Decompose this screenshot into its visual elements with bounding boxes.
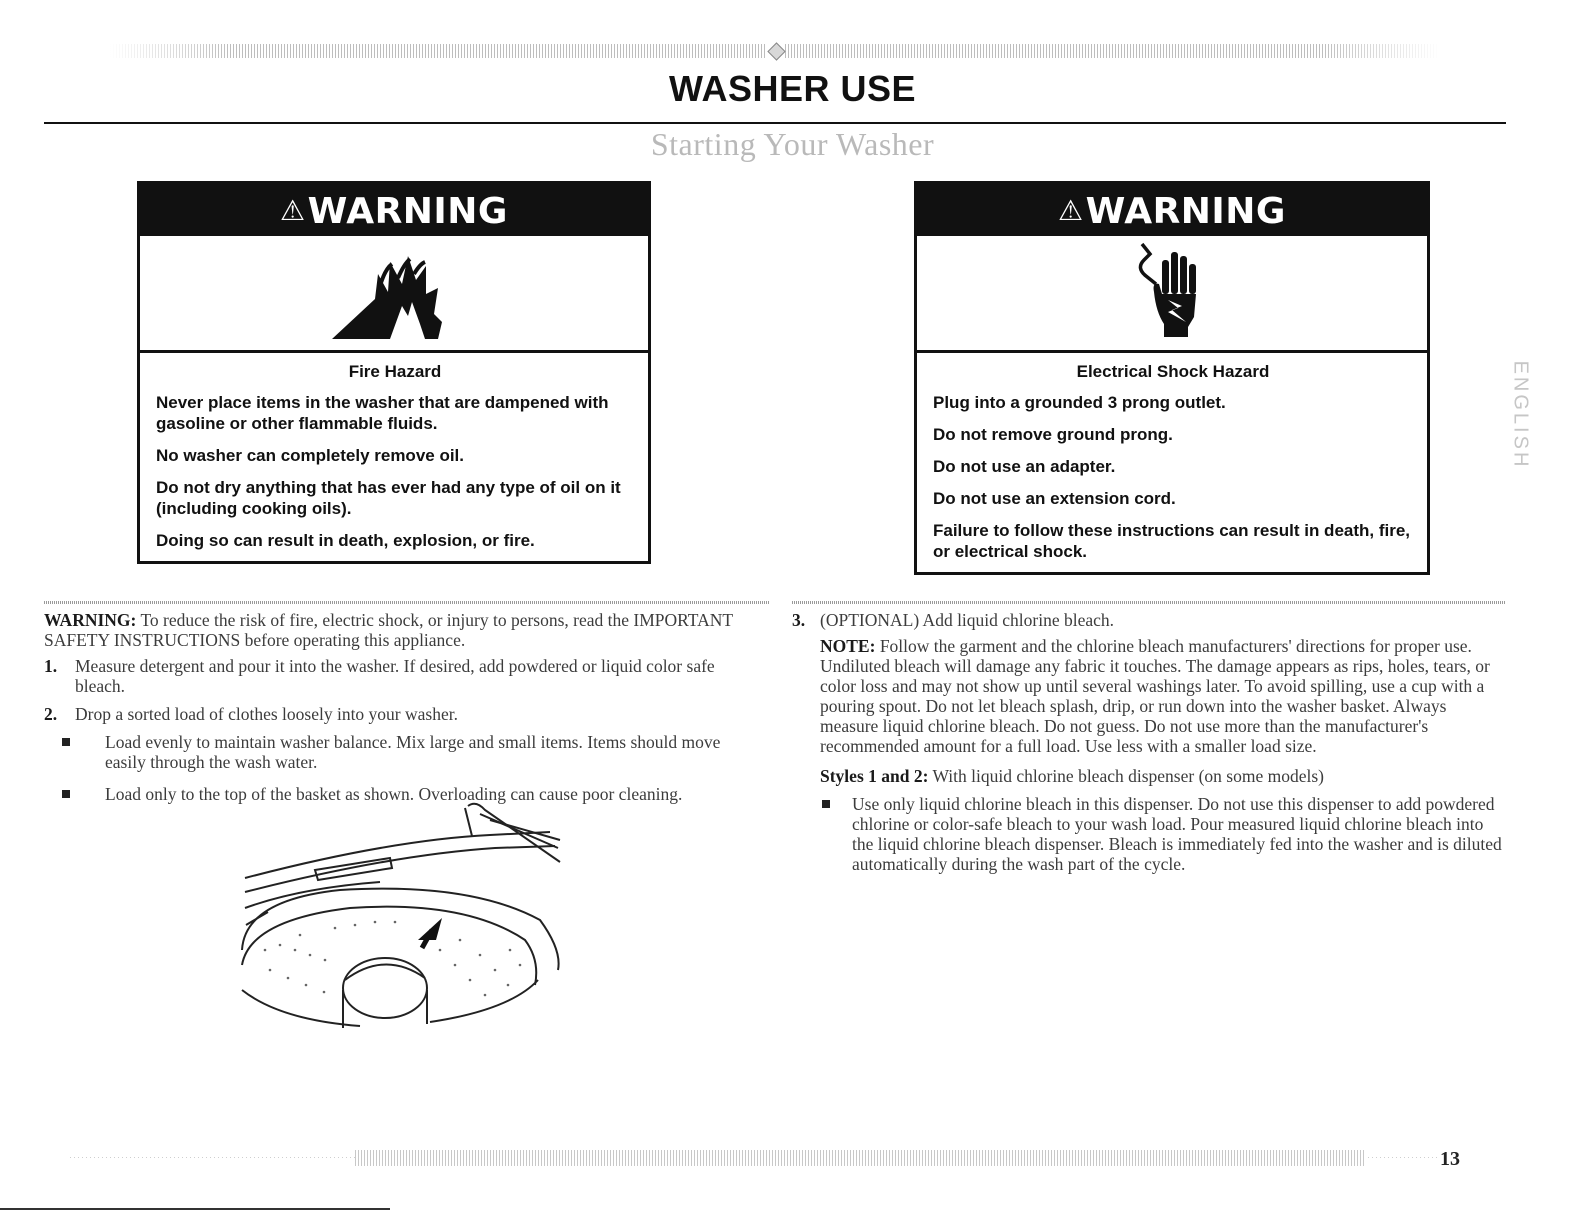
note-paragraph xyxy=(820,636,1506,756)
top-band-fade-right xyxy=(1320,44,1440,58)
bullet-text: Load only to the top of the basket as shown. Overloading can cause poor cleaning. xyxy=(105,784,683,804)
electrical-shock-hazard-icon xyxy=(1132,242,1212,342)
bullet-square-icon xyxy=(822,800,830,808)
bullet-text: Use only liquid chlorine bleach in this dispenser. Do not use this dispenser to add powdered chlorine or color-safe bleach to your wash load. Pour measured liquid chlorine bleach into the liquid chlorine bleach dispenser. Bleach is immediately fed into the washer and is diluted automatically during the wash part of the cycle. xyxy=(852,794,1502,874)
styles-text: With liquid chlorine bleach dispenser (on some models) xyxy=(932,766,1324,786)
left-column-rule xyxy=(44,601,770,604)
warning-line: Do not remove ground prong. xyxy=(933,425,1173,444)
step-text: Drop a sorted load of clothes loosely into your washer. xyxy=(75,704,458,724)
warning-label: WARNING xyxy=(307,191,508,232)
hazard-title: Electrical Shock Hazard xyxy=(1076,362,1270,381)
warning-line: No washer can completely remove oil. xyxy=(156,446,465,465)
right-column-rule xyxy=(792,601,1506,604)
section-subtitle: Starting Your Washer xyxy=(650,126,935,162)
bullet-text: Load evenly to maintain washer balance. Mix large and small items. Items should move easily through the wash water. xyxy=(105,732,721,772)
warning-triangle-icon: ⚠ xyxy=(1058,194,1084,227)
warning-label: WARNING: xyxy=(44,610,137,630)
warning-line: Do not use an extension cord. xyxy=(933,489,1176,508)
step-number: 1. xyxy=(44,656,58,676)
fire-hazard-icon xyxy=(330,244,450,342)
warning-line: Doing so can result in death, explosion, or fire. xyxy=(156,531,535,550)
page-title: WASHER USE xyxy=(668,68,917,109)
warning-line: Never place items in the washer that are dampened with gasoline or other flammable fluids. xyxy=(156,393,609,433)
bullet-square-icon xyxy=(62,738,70,746)
shock-warning-text xyxy=(933,361,1413,573)
footer-decorative-band xyxy=(355,1150,1365,1166)
step-3 xyxy=(792,610,1506,630)
warning-line: Do not dry anything that has ever had any type of oil on it (including cooking oils). xyxy=(156,478,621,518)
language-side-tab xyxy=(1495,345,1545,485)
page-number: 13 xyxy=(1440,1148,1460,1170)
bullet-square-icon xyxy=(62,790,70,798)
warning-header xyxy=(917,184,1427,236)
warning-label: WARNING xyxy=(1085,191,1286,232)
warning-line: Failure to follow these instructions can result in death, fire, or electrical shock. xyxy=(933,521,1411,561)
title-rule xyxy=(44,122,1506,124)
styles-label: Styles 1 and 2: xyxy=(820,766,929,786)
warning-line: Do not use an adapter. xyxy=(933,457,1116,476)
bullet-item xyxy=(44,732,754,772)
bullet-item xyxy=(820,794,1506,874)
step-number: 2. xyxy=(44,704,58,724)
step-text: Measure detergent and pour it into the washer. If desired, add powdered or liquid color safe bleach. xyxy=(75,656,715,696)
diamond-ornament-icon xyxy=(767,42,785,60)
safety-warning-paragraph xyxy=(44,610,754,650)
step-1 xyxy=(44,656,754,696)
step-number: 3. xyxy=(792,610,806,630)
step-text: (OPTIONAL) Add liquid chlorine bleach. xyxy=(820,610,1115,630)
warning-triangle-icon: ⚠ xyxy=(280,194,306,227)
note-label: NOTE: xyxy=(820,636,876,656)
footer-dots-right xyxy=(1368,1157,1438,1158)
hazard-icon-panel xyxy=(917,236,1427,353)
top-band-fade-left xyxy=(110,44,230,58)
fire-warning-box xyxy=(137,181,651,564)
left-column xyxy=(44,610,754,804)
washer-basket-illustration xyxy=(240,800,570,1030)
right-column xyxy=(792,610,1506,874)
warning-line: Plug into a grounded 3 prong outlet. xyxy=(933,393,1226,412)
bottom-rule xyxy=(0,1208,390,1210)
footer-dots-left xyxy=(70,1157,360,1158)
step-2 xyxy=(44,704,754,724)
warning-text: To reduce the risk of fire, electric shock, or injury to persons, read the IMPORTANT SAFETY INSTRUCTIONS before operating this appliance. xyxy=(44,610,733,650)
language-label: ENGLISH xyxy=(1509,360,1532,470)
fire-warning-text xyxy=(156,361,634,562)
warning-header xyxy=(140,184,648,236)
styles-paragraph xyxy=(820,766,1506,786)
shock-warning-box xyxy=(914,181,1430,575)
hazard-icon-panel xyxy=(140,236,648,353)
note-text: Follow the garment and the chlorine bleach manufacturers' directions for proper use. Undiluted bleach will damage any fabric it touches. The damage appears as rips, holes, tears, or color loss and may not show up until several washings later. To avoid spilling, use a cup with a pouring spout. Do not let bleach splash, drip, or run down into the washer basket. Always measure liquid chlorine bleach. Do not guess. Do not use more than the manufacturer's recommended amount for a full load. Use less with a smaller load size. xyxy=(820,636,1490,756)
hazard-title: Fire Hazard xyxy=(348,362,442,381)
